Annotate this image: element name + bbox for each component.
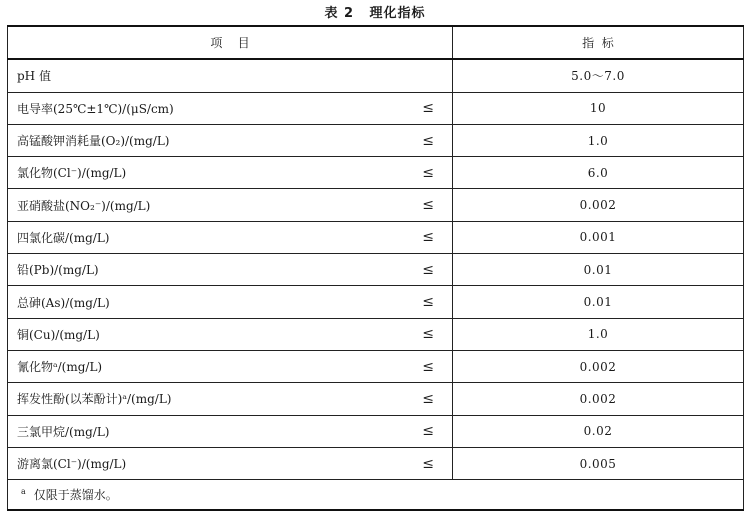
value-cell: 0.002 xyxy=(453,350,744,382)
item-cell xyxy=(8,350,453,382)
value-cell: 0.001 xyxy=(453,221,744,253)
item-label: 氯化物(Cl⁻)/(mg/L) xyxy=(17,166,127,181)
less-or-equal-symbol: ≤ xyxy=(422,326,434,343)
less-or-equal-symbol: ≤ xyxy=(422,423,434,440)
less-or-equal-symbol: ≤ xyxy=(422,229,434,246)
table-number: 表 2 xyxy=(324,6,355,21)
value-cell: 1.0 xyxy=(453,124,744,156)
header-item xyxy=(8,26,453,59)
item-label: 铅(Pb)/(mg/L) xyxy=(17,263,99,278)
less-or-equal-symbol: ≤ xyxy=(422,164,434,181)
less-or-equal-symbol: ≤ xyxy=(422,132,434,149)
item-label: 铜(Cu)/(mg/L) xyxy=(17,327,100,342)
item-cell xyxy=(8,189,453,221)
less-or-equal-symbol: ≤ xyxy=(422,100,434,117)
table-row xyxy=(8,254,744,286)
item-cell xyxy=(8,221,453,253)
item-label: 高锰酸钾消耗量(O₂)/(mg/L) xyxy=(17,134,170,149)
value-cell: 1.0 xyxy=(453,318,744,350)
item-label: 四氯化碳/(mg/L) xyxy=(17,230,110,245)
less-or-equal-symbol: ≤ xyxy=(422,261,434,278)
footnote xyxy=(8,480,744,511)
table-row xyxy=(8,286,744,318)
item-cell xyxy=(8,92,453,124)
less-or-equal-symbol: ≤ xyxy=(422,358,434,375)
value-cell: 0.005 xyxy=(453,447,744,479)
header-value-label: 指 标 xyxy=(582,36,614,51)
item-label: 亚硝酸盐(NO₂⁻)/(mg/L) xyxy=(17,198,151,213)
table-row xyxy=(8,350,744,382)
table-row xyxy=(8,318,744,350)
table-row xyxy=(8,92,744,124)
less-or-equal-symbol: ≤ xyxy=(422,455,434,472)
table-row xyxy=(8,189,744,221)
item-label: 挥发性酚(以苯酚计)ᵃ/(mg/L) xyxy=(17,392,172,407)
item-label: 总砷(As)/(mg/L) xyxy=(17,295,110,310)
table-row xyxy=(8,383,744,415)
value-cell: 6.0 xyxy=(453,157,744,189)
value-cell: 0.01 xyxy=(453,254,744,286)
table-row xyxy=(8,124,744,156)
table-row xyxy=(8,157,744,189)
item-label: 三氯甲烷/(mg/L) xyxy=(17,424,110,439)
item-cell xyxy=(8,157,453,189)
table-row xyxy=(8,415,744,447)
item-label: 氰化物ᵃ/(mg/L) xyxy=(17,360,103,375)
value-cell: 0.01 xyxy=(453,286,744,318)
value-cell: 0.002 xyxy=(453,383,744,415)
table-row xyxy=(8,447,744,479)
footnote-text: 仅限于蒸馏水。 xyxy=(33,488,118,503)
header-value xyxy=(453,26,744,59)
item-label: 电导率(25℃±1℃)/(μS/cm) xyxy=(17,101,174,116)
table-body xyxy=(8,59,744,479)
table-row xyxy=(8,221,744,253)
less-or-equal-symbol: ≤ xyxy=(422,390,434,407)
table-caption xyxy=(0,2,750,22)
item-cell xyxy=(8,383,453,415)
value-cell: 10 xyxy=(453,92,744,124)
item-cell xyxy=(8,254,453,286)
item-cell xyxy=(8,124,453,156)
item-label: pH 值 xyxy=(17,69,51,84)
table-title: 理化指标 xyxy=(369,6,426,21)
table-row xyxy=(8,59,744,92)
footnote-marker: a xyxy=(21,487,26,497)
item-cell xyxy=(8,447,453,479)
footnote-row xyxy=(8,480,744,511)
item-cell xyxy=(8,59,453,92)
value-cell: 0.02 xyxy=(453,415,744,447)
header-item-label: 项 目 xyxy=(210,36,250,51)
item-cell xyxy=(8,415,453,447)
item-cell xyxy=(8,318,453,350)
item-label: 游离氯(Cl⁻)/(mg/L) xyxy=(17,457,127,471)
physicochemical-table xyxy=(7,25,744,511)
value-cell: 5.0～7.0 xyxy=(453,59,744,92)
less-or-equal-symbol: ≤ xyxy=(422,197,434,214)
less-or-equal-symbol: ≤ xyxy=(422,294,434,311)
value-cell: 0.002 xyxy=(453,189,744,221)
table-header-row xyxy=(8,26,744,59)
item-cell xyxy=(8,286,453,318)
